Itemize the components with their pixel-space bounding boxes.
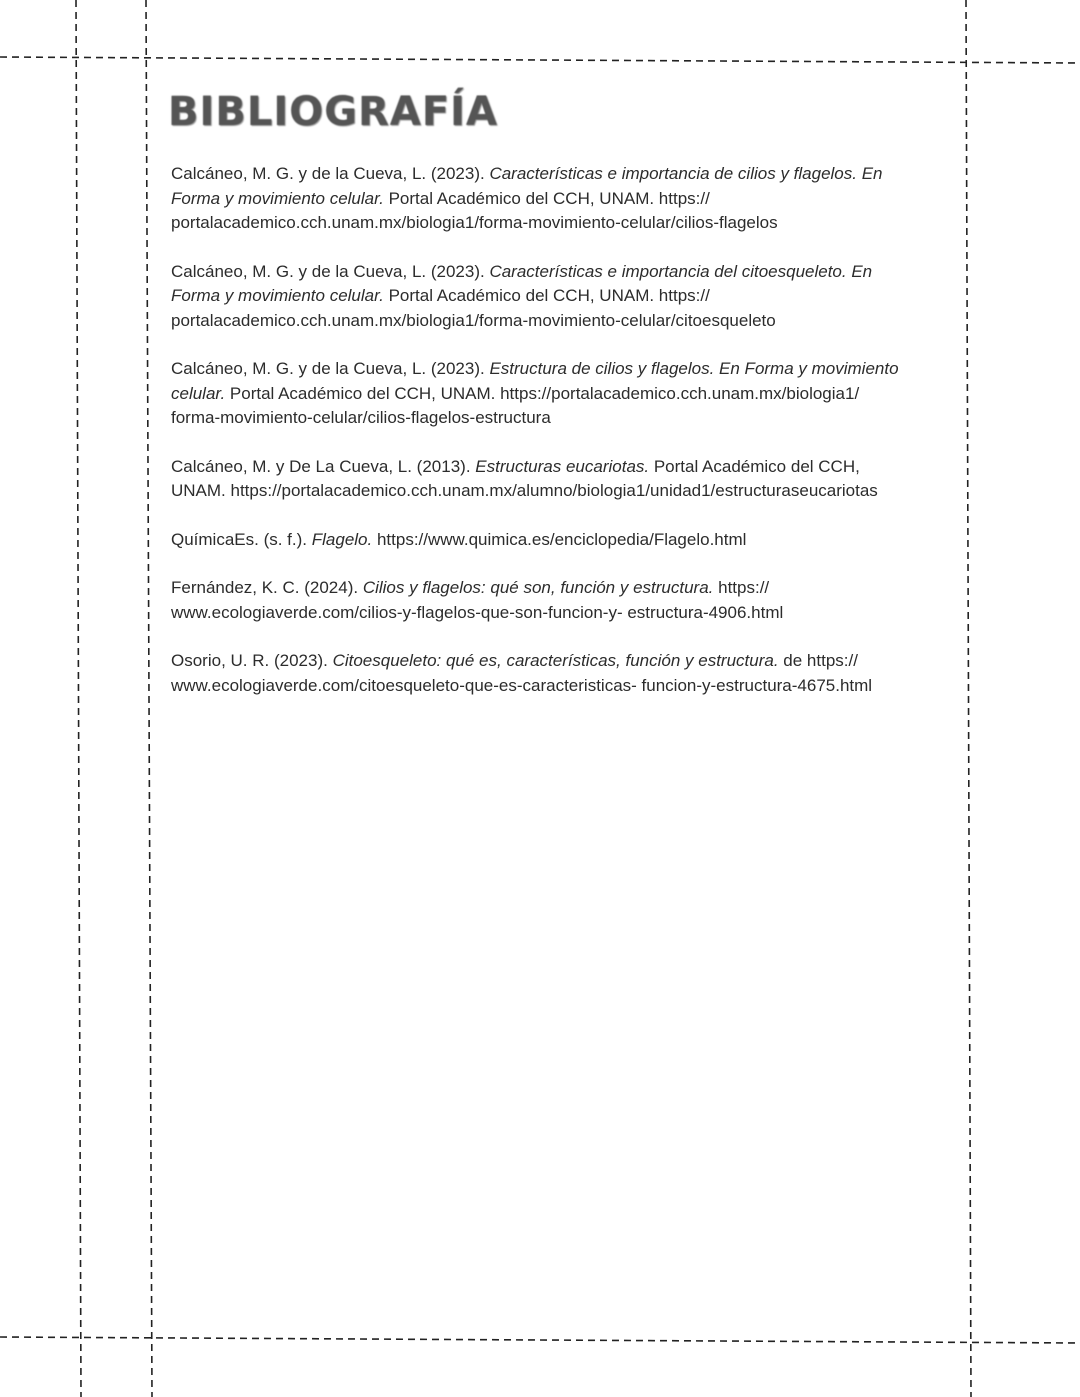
entry-line xyxy=(171,406,961,431)
entry-text: www.ecologiaverde.com/cilios-y-flagelos-que-son-funcion-y- estructura-4906.html xyxy=(171,602,784,622)
bibliography-entry xyxy=(171,455,961,504)
entry-title-italic: Características e importancia de cilios y flagelos. En xyxy=(489,164,883,183)
entry-text: QuímicaEs. (s. f.). xyxy=(171,529,312,549)
entry-text: Osorio, U. R. (2023). xyxy=(171,651,333,670)
entry-line xyxy=(171,162,961,187)
entry-title-italic: Forma y movimiento celular. xyxy=(171,286,384,305)
bibliography-entry xyxy=(171,528,961,553)
entry-line xyxy=(171,260,961,285)
entry-line xyxy=(171,649,961,674)
entry-text: Portal Académico del CCH, UNAM. https:// xyxy=(383,286,710,305)
entry-line xyxy=(171,528,961,553)
entry-title-italic: Características e importancia del citoesqueleto. En xyxy=(489,261,873,281)
entry-text: Fernández, K. C. (2024). xyxy=(171,578,363,597)
page-title: BIBLIOGRAFÍA xyxy=(168,89,498,135)
entry-line xyxy=(171,479,961,504)
entry-line xyxy=(171,357,961,382)
entry-text: www.ecologiaverde.com/citoesqueleto-que-es-caracteristicas- funcion-y-estructura-4675.html xyxy=(171,675,873,695)
entry-line xyxy=(171,187,961,212)
entry-line xyxy=(171,284,961,309)
entry-line xyxy=(171,309,961,334)
entry-text: de https:// xyxy=(778,651,858,670)
entry-title-italic: Estructuras eucariotas. xyxy=(475,456,650,476)
entry-text: Portal Académico del CCH, UNAM. https://portalacademico.cch.unam.mx/biologia1/ xyxy=(225,383,860,403)
entry-line xyxy=(171,211,961,236)
entry-text: Calcáneo, M. G. y de la Cueva, L. (2023). xyxy=(171,164,490,183)
entry-text: Calcáneo, M. G. y de la Cueva, L. (2023). xyxy=(171,261,490,281)
bibliography-entry xyxy=(171,260,961,334)
bibliography-entry xyxy=(171,162,961,236)
entry-text: Portal Académico del CCH, UNAM. https:// xyxy=(383,188,710,208)
entry-line xyxy=(171,674,961,699)
bibliography-entry xyxy=(171,357,961,431)
entry-title-italic: Forma y movimiento celular. xyxy=(171,188,384,208)
entry-line xyxy=(171,601,961,626)
entry-text: Portal Académico del CCH, xyxy=(649,456,860,476)
entry-title-italic: Cilios y flagelos: qué son, función y estructura. xyxy=(362,578,714,597)
bibliography-list xyxy=(171,162,961,722)
entry-text: portalacademico.cch.unam.mx/biologia1/forma-movimiento-celular/cilios-flagelos xyxy=(171,213,778,232)
entry-title-italic: Estructura de cilios y flagelos. En Forma y movimiento xyxy=(489,359,899,378)
entry-title-italic: Flagelo. xyxy=(311,529,373,549)
entry-text: Calcáneo, M. y De La Cueva, L. (2013). xyxy=(171,456,476,476)
entry-title-italic: celular. xyxy=(171,383,226,403)
bibliography-entry xyxy=(171,649,961,698)
entry-text: forma-movimiento-celular/cilios-flagelos-estructura xyxy=(171,408,551,427)
entry-title-italic: Citoesqueleto: qué es, características, función y estructura. xyxy=(332,651,779,670)
entry-text: UNAM. https://portalacademico.cch.unam.mx/alumno/biologia1/unidad1/estructuraseucariotas xyxy=(171,481,878,500)
entry-text: https:// xyxy=(713,578,770,597)
entry-text: https://www.quimica.es/enciclopedia/Flagelo.html xyxy=(372,529,747,549)
entry-line xyxy=(171,576,961,601)
bibliography-entry xyxy=(171,576,961,625)
entry-line xyxy=(171,455,961,480)
entry-line xyxy=(171,382,961,407)
entry-text: Calcáneo, M. G. y de la Cueva, L. (2023). xyxy=(171,359,490,378)
entry-text: portalacademico.cch.unam.mx/biologia1/forma-movimiento-celular/citoesqueleto xyxy=(171,310,776,330)
